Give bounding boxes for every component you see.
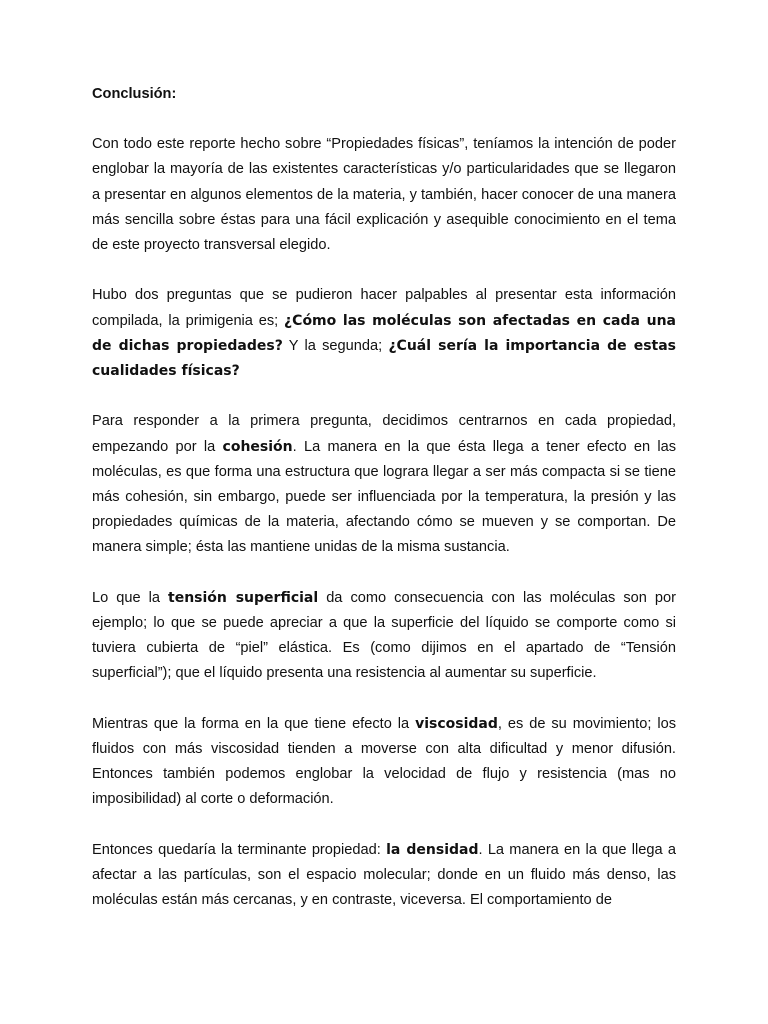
paragraph-viscosity <box>92 712 676 813</box>
paragraph-introduction <box>92 132 676 258</box>
paragraph-surface-tension <box>92 586 676 687</box>
term-density: la densidad <box>386 841 479 858</box>
paragraph-cohesion-body: . La manera en la que ésta llega a tener efecto en las moléculas, es que forma una estructura que lograra llegar a ser más compacta si se tiene más cohesión, sin embargo, puede ser influenciada por la temperatura, la presión y las propiedades químicas de la materia, afectando cómo se mueven y se comportan. De manera simple; ésta las mantiene unidas de la misma sustancia. <box>92 438 676 556</box>
term-cohesion: cohesión <box>222 438 293 455</box>
paragraph-density <box>92 838 676 914</box>
conclusion-heading: Conclusión: <box>92 86 177 102</box>
paragraph-viscosity-lead: Mientras que la forma en la que tiene efecto la <box>92 715 416 732</box>
paragraph-surface-tension-body: da como consecuencia con las moléculas son por ejemplo; lo que se puede apreciar a que la superficie del líquido se comporte como si tuviera cubierta de “piel” elástica. Es (como dijimos en el apartado de “Tensión superficial”); que el líquido presenta una resistencia al aumentar su superficie. <box>92 589 677 682</box>
paragraph-questions-lead: Hubo dos preguntas que se pudieron hacer palpables al presentar esta información compilada, la primigenia es; <box>92 287 676 329</box>
paragraph-viscosity-body: , es de su movimiento; los fluidos con más viscosidad tienden a moverse con alta dificultad y menor difusión. Entonces también podemos englobar la velocidad de flujo y resistencia (mas no imposibilidad) al corte o deformación. <box>92 715 676 808</box>
first-question: ¿Cómo las moléculas son afectadas en cada una de dichas propiedades? <box>92 312 676 354</box>
paragraph-density-body: . La manera en la que llega a afectar a las partículas, son el espacio molecular; donde en un fluido más denso, las moléculas están más cercanas, y en contraste, viceversa. El comportamiento de <box>92 841 676 909</box>
paragraph-cohesion <box>92 409 676 560</box>
paragraph-questions-middle: Y la segunda; <box>282 337 389 354</box>
paragraph-cohesion-lead: Para responder a la primera pregunta, decidimos centrarnos en cada propiedad, empezando por la <box>92 413 676 455</box>
paragraph-surface-tension-lead: Lo que la <box>92 589 169 606</box>
paragraph-introduction-text: Con todo este reporte hecho sobre “Propiedades físicas”, teníamos la intención de poder englobar la mayoría de las existentes características y/o particularidades que se llegaron a presentar en algunos elementos de la materia, y también, hacer conocer de una manera más sencilla sobre éstas para una fácil explicación y asequible conocimiento en el tema de este proyecto transversal elegido. <box>92 136 676 254</box>
document-body <box>92 82 676 913</box>
term-surface-tension: tensión superficial <box>168 589 319 606</box>
second-question: ¿Cuál sería la importancia de estas cualidades físicas? <box>92 337 676 380</box>
paragraph-questions <box>92 283 676 384</box>
paragraph-density-lead: Entonces quedaría la terminante propiedad: <box>92 841 387 858</box>
term-viscosity: viscosidad <box>415 715 498 732</box>
